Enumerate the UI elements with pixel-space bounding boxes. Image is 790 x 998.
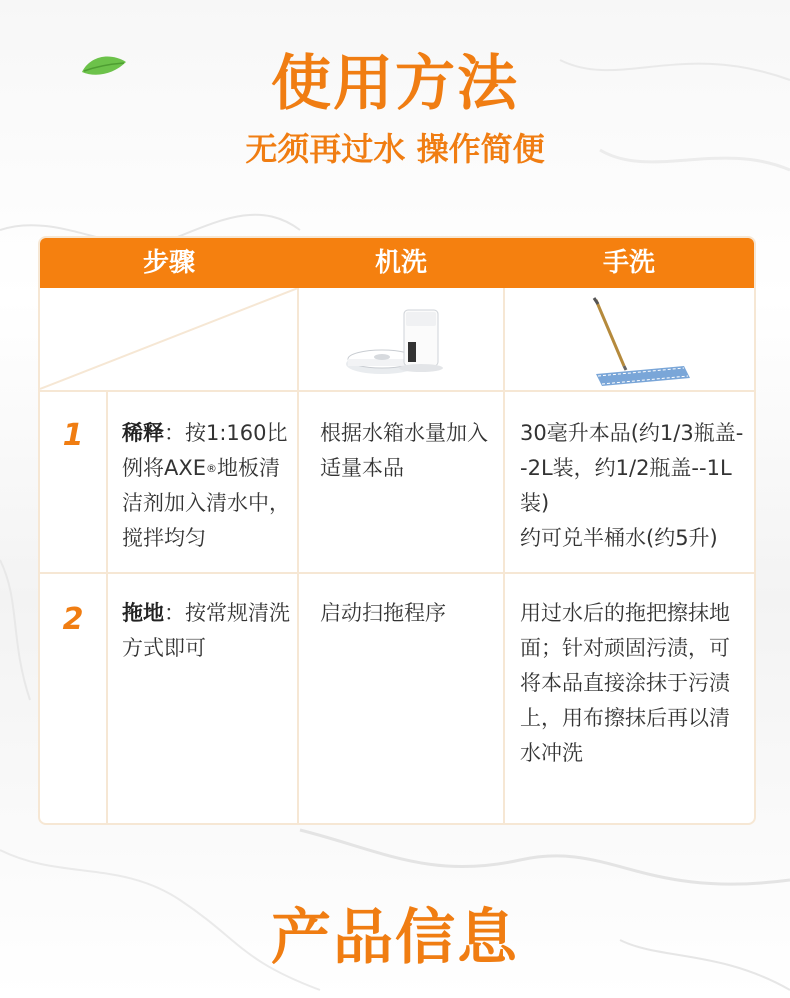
column-header-hand: 手洗 [602, 248, 655, 278]
divider [40, 572, 754, 574]
column-header-steps: 步骤 [142, 248, 195, 278]
registered-mark: ® [206, 462, 218, 475]
diagonal-divider [40, 288, 298, 391]
step-label: 稀释 [122, 421, 164, 445]
step-label: 拖地 [122, 601, 164, 625]
flat-mop-icon [588, 296, 698, 388]
section-title-product-info: 产品信息 [271, 903, 519, 973]
step-text: ：按1:160比例将AXE [122, 421, 288, 480]
hand-wash-text: 30毫升本品(约1/3瓶盖--2L装，约1/2瓶盖--1L装) [520, 421, 744, 515]
page-subtitle: 无须再过水 操作简便 [245, 130, 545, 168]
hand-wash-cell [520, 416, 748, 556]
step-text: ：按常规清洗方式即可 [122, 601, 290, 660]
usage-table [38, 236, 756, 825]
column-header-machine: 机洗 [374, 248, 427, 278]
table-header [40, 238, 754, 288]
hand-wash-note: 约可兑半桶水(约5升) [520, 526, 718, 550]
step-cell [122, 596, 292, 666]
machine-wash-cell: 启动扫拖程序 [320, 601, 446, 625]
step-cell [122, 416, 292, 556]
hand-wash-cell: 用过水后的拖把擦抹地面；针对顽固污渍，可将本品直接涂抹于污渍上，用布擦抹后再以清水冲洗 [520, 601, 730, 765]
step-text: 地板清洁剂加入清水中，搅拌均匀 [122, 456, 290, 550]
robot-vacuum-icon [342, 302, 462, 382]
step-number: 1 [62, 418, 84, 453]
divider [503, 288, 505, 823]
divider [106, 392, 108, 823]
machine-wash-cell: 根据水箱水量加入适量本品 [320, 421, 488, 480]
page-title: 使用方法 [271, 49, 519, 119]
step-number: 2 [62, 602, 84, 637]
